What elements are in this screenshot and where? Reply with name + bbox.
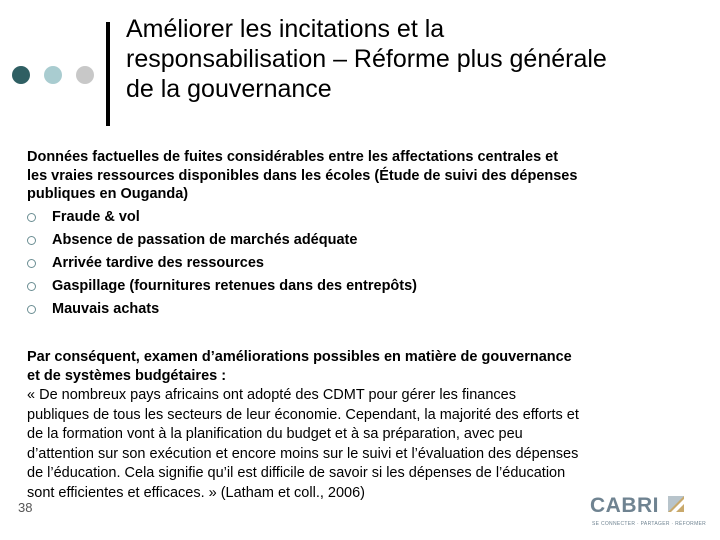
decorative-dots [12,66,94,84]
conclusion-heading [27,348,707,385]
quote-line: « De nombreux pays africains ont adopté des CDMT pour gérer les finances [27,387,516,403]
list-item [27,275,707,298]
intro-line: publiques en Ouganda) [27,186,189,202]
circle-bullet-icon [27,213,36,222]
circle-bullet-icon [27,236,36,245]
list-item [27,229,707,252]
slide-title [126,14,706,104]
page-number: 38 [18,500,33,515]
slide-body [27,148,707,321]
conclusion-line: Par conséquent, examen d’améliorations possibles en matière de gouvernance [27,349,572,365]
circle-bullet-icon [27,305,36,314]
bullet-text: Fraude & vol [52,208,140,225]
quote-line: de l’éducation. Cela signifie qu’il est difficile de savoir si les dépenses de l’éducation [27,465,566,481]
bullet-text: Mauvais achats [52,300,160,317]
title-line: de la gouvernance [126,75,332,103]
quote-line: d’attention sur son exécution et encore moins sur le suivi et l’évaluation des dépenses [27,445,579,462]
title-line: Améliorer les incitations et la [126,15,445,43]
title-line: responsabilisation – Réforme plus générale [126,45,607,73]
dot-gray-icon [76,66,94,84]
quote-paragraph [27,386,707,503]
dot-light-icon [44,66,62,84]
bullet-text: Absence de passation de marchés adéquate [52,231,358,248]
list-item [27,252,707,275]
bullet-text: Gaspillage (fournitures retenues dans des entrepôts) [52,277,417,294]
logo-tagline: SE CONNECTER · PARTAGER · RÉFORMER [592,521,707,527]
cabri-logo [590,494,707,530]
list-item [27,206,707,229]
logo-text: CABRI [590,494,659,517]
list-item [27,298,707,321]
conclusion-line: et de systèmes budgétaires : [27,367,227,384]
conclusion-section [27,348,707,503]
dot-dark-icon [12,66,30,84]
circle-bullet-icon [27,259,36,268]
quote-line: publiques de tous les secteurs de leur économie. Cependant, la majorité des efforts et [27,406,579,423]
intro-paragraph [27,148,707,204]
bullet-list [27,206,707,321]
cabri-mark-icon [668,496,684,512]
bullet-text: Arrivée tardive des ressources [52,254,264,271]
intro-line: Données factuelles de fuites considérables entre les affectations centrales et [27,149,559,165]
quote-line: de la formation vont à la planification du budget et à sa préparation, avec peu [27,426,523,442]
quote-line: sont efficientes et efficaces. » (Latham et coll., 2006) [27,484,365,501]
intro-line: les vraies ressources disponibles dans les écoles (Étude de suivi des dépenses [27,167,578,184]
circle-bullet-icon [27,282,36,291]
title-divider [106,22,110,126]
